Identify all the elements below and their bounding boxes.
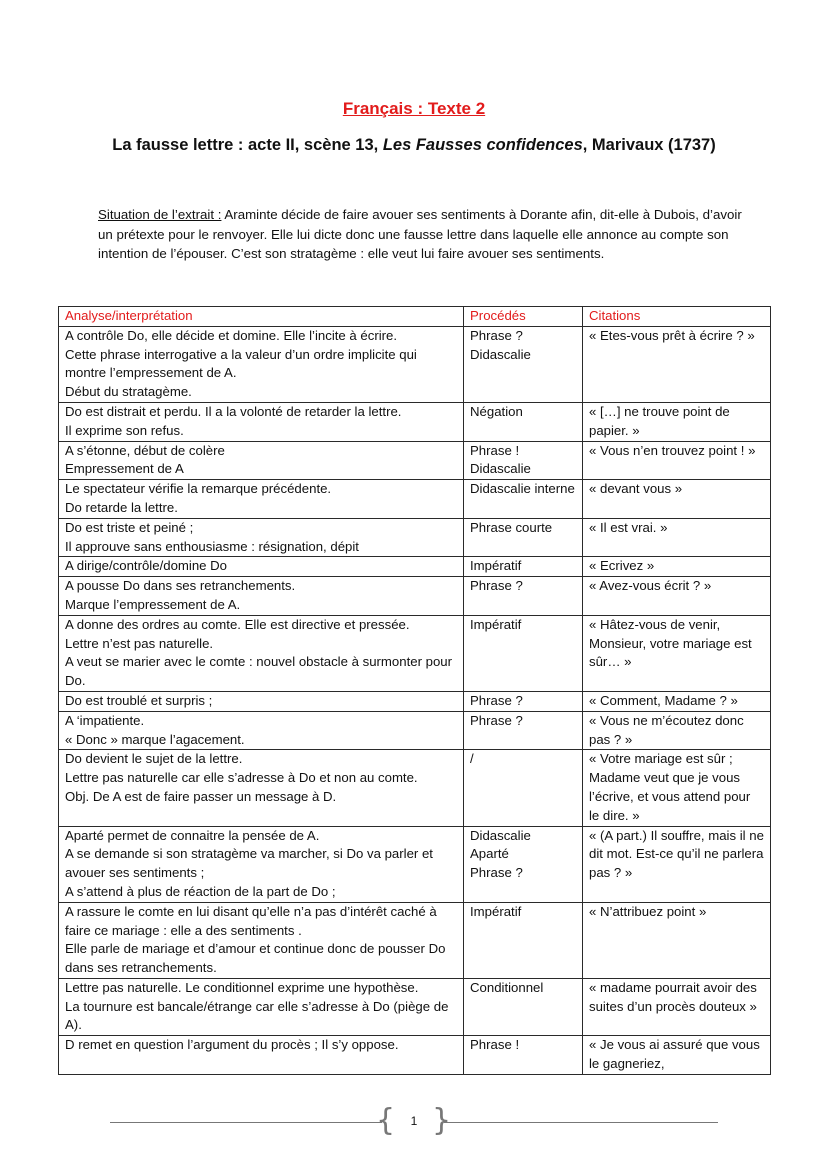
footer-rule-left [110,1122,382,1123]
cell-line: Impératif [470,558,522,574]
table-row [59,750,771,826]
analysis-table [58,306,771,1075]
cell-analyse [59,615,464,691]
situation-paragraph [98,205,743,264]
cell-line: Lettre n’est pas naturelle. [65,635,214,651]
cell-line: Marque l’empressement de A. [65,596,241,612]
table-header-row [59,307,771,327]
cell-line: A contrôle Do, elle décide et domine. Elle l’incite à écrire. [65,327,398,343]
cell-line: Conditionnel [470,979,544,995]
cell-line: « devant vous » [589,481,683,497]
header-citations: Citations [583,307,771,327]
cell-line: Impératif [470,616,522,632]
cell-citations [583,902,771,978]
cell-line: Il approuve sans enthousiasme : résignation, dépit [65,538,359,554]
cell-line: « Il est vrai. » [589,519,668,535]
cell-line: « Donc » marque l’agacement. [65,731,245,747]
cell-line: Il exprime son refus. [65,422,184,438]
cell-procedes [464,978,583,1035]
cell-analyse [59,402,464,441]
table-row [59,402,771,441]
cell-line: Lettre pas naturelle. Le conditionnel exprime une hypothèse. [65,979,419,995]
header-analyse: Analyse/interprétation [59,307,464,327]
cell-analyse [59,711,464,750]
header-procedes: Procédés [464,307,583,327]
table-body [59,326,771,1074]
cell-line: Aparté [470,846,509,862]
table-row [59,557,771,577]
cell-line: A pousse Do dans ses retranchements. [65,578,296,594]
cell-procedes [464,577,583,616]
cell-analyse [59,1036,464,1075]
cell-line: A ‘impatiente. [65,712,145,728]
cell-line: Phrase ? [470,578,523,594]
cell-analyse [59,978,464,1035]
cell-procedes [464,615,583,691]
cell-line: A s’étonne, début de colère [65,442,225,458]
subtitle-suffix: , Marivaux (1737) [582,136,716,154]
cell-line: « Avez-vous écrit ? » [589,578,712,594]
cell-line: « Vous ne m’écoutez donc pas ? » [589,712,744,747]
cell-line: « Comment, Madame ? » [589,692,738,708]
cell-citations [583,750,771,826]
cell-citations [583,326,771,402]
cell-citations [583,577,771,616]
cell-line: « Votre mariage est sûr ; Madame veut que je vous l’écrive, et vous attend pour le dire. » [589,751,751,823]
cell-analyse [59,577,464,616]
cell-line: D remet en question l’argument du procès ; Il s’y oppose. [65,1037,399,1053]
footer-rule-right [444,1122,718,1123]
subtitle-prefix: La fausse lettre : acte II, scène 13, [112,136,383,154]
cell-line: Phrase ! [470,1037,520,1053]
footer-brace-left-icon: { [376,1103,396,1138]
cell-line: « Etes-vous prêt à écrire ? » [589,327,755,343]
table-row [59,480,771,519]
cell-line: A rassure le comte en lui disant qu’elle n’a pas d’intérêt caché à faire ce mariage : elle a des sentiments . [65,903,437,938]
cell-procedes [464,1036,583,1075]
cell-citations [583,691,771,711]
cell-procedes [464,750,583,826]
situation-label: Situation de l’extrait : [98,207,222,222]
cell-line: Do est triste et peiné ; [65,519,194,535]
table-row [59,326,771,402]
cell-procedes [464,557,583,577]
cell-citations [583,826,771,902]
table-row [59,441,771,480]
cell-line: Elle parle de mariage et d’amour et continue donc de pousser Do dans ses retranchements. [65,941,446,976]
cell-citations [583,615,771,691]
cell-citations [583,518,771,557]
cell-line: Phrase ! [470,442,520,458]
cell-citations [583,402,771,441]
cell-procedes [464,826,583,902]
footer-brace-right-icon: } [432,1103,452,1138]
cell-line: Didascalie [470,461,531,477]
cell-citations [583,711,771,750]
table-row [59,826,771,902]
cell-line: A veut se marier avec le comte : nouvel obstacle à surmonter pour Do. [65,654,453,689]
cell-line: A dirige/contrôle/domine Do [65,558,228,574]
cell-procedes [464,480,583,519]
cell-line: Le spectateur vérifie la remarque précédente. [65,481,332,497]
table-row [59,902,771,978]
cell-line: Obj. De A est de faire passer un message à D. [65,788,337,804]
cell-line: A donne des ordres au comte. Elle est directive et pressée. [65,616,410,632]
cell-analyse [59,441,464,480]
table-row [59,615,771,691]
cell-line: Empressement de A [65,461,184,477]
cell-line: « Ecrivez » [589,558,655,574]
cell-line: Aparté permet de connaitre la pensée de A. [65,827,320,843]
cell-line: Impératif [470,903,522,919]
table-row [59,577,771,616]
cell-line: Didascalie interne [470,481,575,497]
cell-procedes [464,691,583,711]
cell-procedes [464,902,583,978]
cell-line: Didascalie [470,827,531,843]
cell-line: A s’attend à plus de réaction de la part de Do ; [65,883,336,899]
cell-line: Cette phrase interrogative a la valeur d’un ordre implicite qui montre l’empressement de A. [65,346,417,381]
cell-line: Phrase ? [470,712,523,728]
page-number: 1 [410,1114,418,1128]
cell-line: « N’attribuez point » [589,903,707,919]
cell-citations [583,557,771,577]
cell-citations [583,1036,771,1075]
cell-citations [583,978,771,1035]
cell-analyse [59,326,464,402]
table-row [59,691,771,711]
cell-line: Phrase ? [470,327,523,343]
cell-analyse [59,902,464,978]
cell-procedes [464,402,583,441]
cell-line: Do devient le sujet de la lettre. [65,751,243,767]
cell-procedes [464,711,583,750]
cell-line: « madame pourrait avoir des suites d’un procès douteux » [589,979,757,1014]
cell-analyse [59,750,464,826]
cell-procedes [464,518,583,557]
cell-line: Lettre pas naturelle car elle s’adresse à Do et non au comte. [65,770,418,786]
subtitle-work-title: Les Fausses confidences [382,136,583,154]
cell-citations [583,441,771,480]
page-subtitle [0,136,828,155]
situation-text: Araminte décide de faire avouer ses sentiments à Dorante afin, dit-elle à Dubois, d’avoir un prétexte pour le renvoyer. Elle lui dicte donc une fausse lettre dans laquelle elle annonce au compte son intention de l’épouser. C’est son stratagème : elle veut lui faire avouer ses sentiments. [98,207,742,261]
cell-analyse [59,557,464,577]
cell-line: Didascalie [470,346,531,362]
cell-line: Do retarde la lettre. [65,499,178,515]
cell-line: « (A part.) Il souffre, mais il ne dit mot. Est-ce qu’il ne parlera pas ? » [589,827,764,881]
cell-line: « Vous n’en trouvez point ! » [589,442,756,458]
cell-line: Phrase ? [470,865,523,881]
page-footer [110,1103,718,1138]
cell-line: Début du stratagème. [65,384,192,400]
cell-analyse [59,826,464,902]
cell-procedes [464,441,583,480]
cell-citations [583,480,771,519]
cell-line: « […] ne trouve point de papier. » [589,403,730,438]
cell-procedes [464,326,583,402]
page-title: Français : Texte 2 [342,99,486,118]
cell-line: La tournure est bancale/étrange car elle s’adresse à Do (piège de A). [65,998,449,1033]
table-row [59,1036,771,1075]
cell-analyse [59,691,464,711]
cell-analyse [59,518,464,557]
cell-line: Do est distrait et perdu. Il a la volonté de retarder la lettre. [65,403,402,419]
cell-line: « Hâtez-vous de venir, Monsieur, votre mariage est sûr… » [589,616,752,670]
cell-line: A se demande si son stratagème va marcher, si Do va parler et avouer ses sentiments ; [65,846,433,881]
cell-line: Do est troublé et surpris ; [65,692,213,708]
cell-analyse [59,480,464,519]
cell-line: Négation [470,403,523,419]
cell-line: Phrase ? [470,692,523,708]
table-row [59,978,771,1035]
cell-line: Phrase courte [470,519,553,535]
cell-line: / [470,751,474,767]
table-row [59,518,771,557]
cell-line: « Je vous ai assuré que vous le gagneriez, [589,1037,760,1072]
table-row [59,711,771,750]
